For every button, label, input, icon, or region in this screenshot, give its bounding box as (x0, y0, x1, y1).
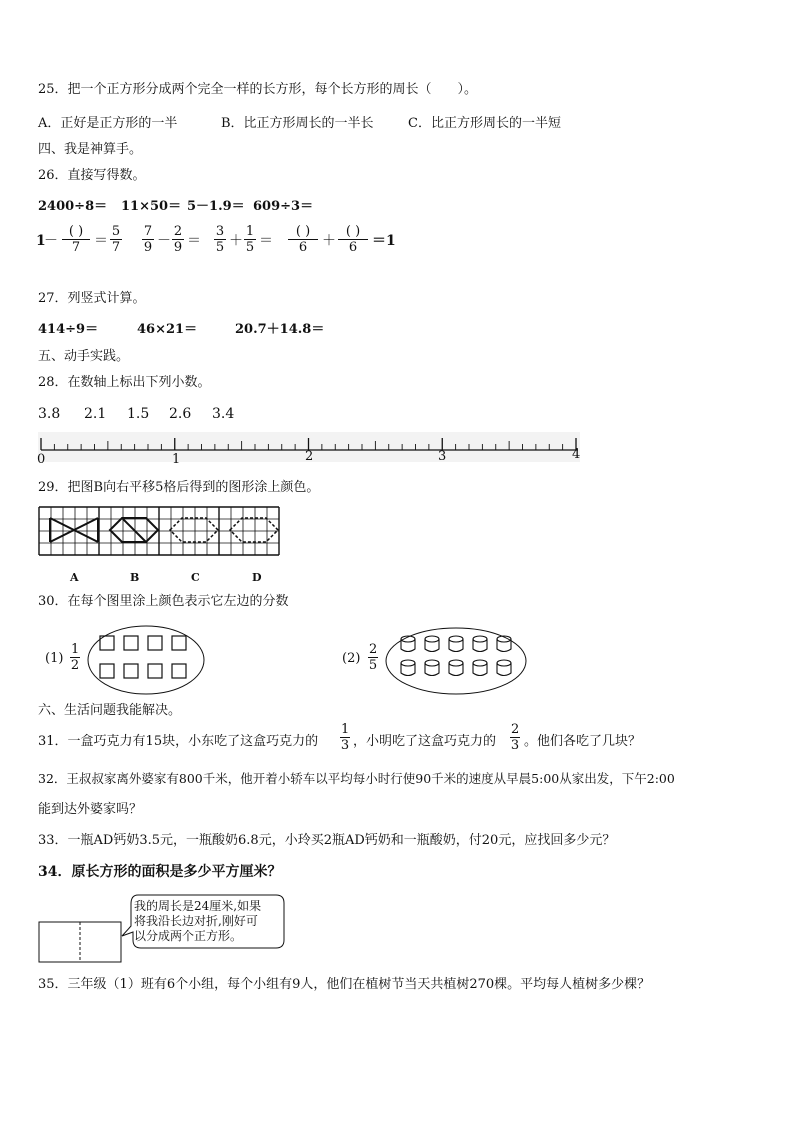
axis-label-4: 4 (572, 447, 581, 462)
q26-plus-1: ＋ (229, 233, 243, 249)
section-5-heading: 五、动手实践。 (38, 349, 130, 364)
cylinder-group (401, 636, 511, 676)
q29-label-b: B (130, 571, 140, 584)
axis-label-3: 3 (438, 449, 447, 464)
q26-frac-2-9 (172, 224, 184, 255)
q25-option-c: C．比正方形周长的一半短 (408, 116, 561, 131)
shape-a-bottom (50, 530, 98, 542)
q30-stem: 30．在每个图里涂上颜色表示它左边的分数 (38, 594, 289, 609)
q27-stem: 27．列竖式计算。 (38, 291, 146, 306)
q31-text-c: 。他们各吃了几块？ (524, 734, 642, 749)
frac-denominator: 3 (510, 738, 520, 753)
frac-denominator: 9 (143, 240, 153, 255)
cylinder-icon (425, 660, 439, 676)
q31-text-b: ，小明吃了这盒巧克力的 (353, 734, 497, 749)
q28-stem: 28．在数轴上标出下列小数。 (38, 375, 211, 390)
q26-minus-2: － (157, 233, 171, 249)
q28-decimal-5: 3.4 (212, 406, 235, 422)
q29-grid-figure (38, 506, 284, 568)
frac-denominator: 6 (298, 240, 308, 255)
axis-label-0: 0 (37, 452, 46, 467)
q31-text-a: 31．一盒巧克力有15块，小东吃了这盒巧克力的 (38, 734, 319, 749)
q28-decimal-1: 3.8 (38, 406, 61, 422)
q26-frac-7-9 (142, 224, 154, 255)
q27-item-3: 20.7＋14.8＝ (235, 322, 325, 337)
frac-numerator: 2 (511, 722, 520, 737)
frac-numerator: 5 (111, 224, 121, 239)
q26-frac-blank-6a (288, 224, 318, 255)
q30-part2-fraction (368, 642, 378, 673)
q30-part1-label: (1) (45, 651, 64, 666)
q25-option-a: A．正好是正方形的一半 (38, 116, 178, 131)
q26-minus-1: － (44, 233, 58, 249)
q26-eq-final: ＝1 (372, 233, 396, 249)
q29-label-a: A (70, 571, 79, 584)
frac-numerator: 7 (143, 224, 153, 239)
frac-numerator: 1 (245, 224, 255, 239)
section-4-heading: 四、我是神算手。 (38, 142, 143, 157)
q26-item-4: 609÷3＝ (253, 199, 314, 214)
q32-line-2: 能到达外婆家吗？ (38, 802, 143, 817)
frac-denominator: 2 (70, 658, 80, 673)
frac-denominator: 7 (71, 240, 81, 255)
q30-part1-figure (86, 624, 208, 696)
q31-fraction-1 (340, 722, 350, 753)
q33-text: 33．一瓶AD钙奶3.5元，一瓶酸奶6.8元，小玲买2瓶AD钙奶和一瓶酸奶，付20元，应找回多少元？ (38, 833, 616, 848)
q29-label-c: C (191, 571, 200, 584)
bubble-line-2: 将我沿长边对折,刚好可 (134, 914, 258, 928)
q26-frac-1-5 (244, 224, 256, 255)
shape-a-top (50, 518, 98, 530)
q26-stem: 26．直接写得数。 (38, 168, 146, 183)
q26-frac-blank-6b (338, 224, 368, 255)
frac-denominator: 5 (215, 240, 225, 255)
q25-stem: 25．把一个正方形分成两个完全一样的长方形，每个长方形的周长（ ）。 (38, 82, 478, 97)
cylinder-icon (497, 636, 511, 652)
q29-stem: 29．把图B向右平移5格后得到的图形涂上颜色。 (38, 480, 320, 495)
shape-b-diag (122, 518, 146, 542)
frac-numerator: ( ) (288, 224, 318, 240)
q26-eq-1: ＝ (94, 233, 108, 249)
cylinder-icon (449, 660, 463, 676)
q27-item-1: 414÷9＝ (38, 322, 99, 337)
q32-line-1: 32．王叔叔家离外婆家有800千米，他开着小轿车以平均每小时行使90千米的速度从早晨5:00从家出发，下午2:00 (38, 771, 675, 786)
frac-denominator: 9 (173, 240, 183, 255)
q26-item-3: 5－1.9＝ (187, 199, 245, 214)
cylinder-icon (473, 660, 487, 676)
frac-denominator: 7 (111, 240, 121, 255)
q30-part2-label: (2) (342, 651, 361, 666)
cylinder-icon (425, 636, 439, 652)
cylinder-icon (401, 636, 415, 652)
q26-item-1: 2400÷8＝ (38, 199, 108, 214)
frac-denominator: 6 (348, 240, 358, 255)
q26-item-2: 11×50＝ (121, 199, 182, 214)
frac-numerator: 2 (369, 642, 378, 657)
q26-frac-3-5 (214, 224, 226, 255)
q26-frac-blank-7 (62, 224, 90, 255)
axis-label-1: 1 (172, 452, 181, 467)
cylinder-icon (449, 636, 463, 652)
section-6-heading: 六、生活问题我能解决。 (38, 703, 182, 718)
q26-eq-2: ＝ (187, 233, 201, 249)
frac-denominator: 5 (245, 240, 255, 255)
q25-option-b: B．比正方形周长的一半长 (221, 116, 374, 131)
q34-stem: 34．原长方形的面积是多少平方厘米？ (38, 864, 282, 880)
cylinder-icon (401, 660, 415, 676)
frac-numerator: 3 (215, 224, 225, 239)
frac-numerator: 1 (71, 642, 80, 657)
frac-numerator: 1 (341, 722, 350, 737)
shape-d (230, 518, 278, 542)
q28-decimal-4: 2.6 (169, 406, 192, 422)
q31-fraction-2 (510, 722, 520, 753)
q27-item-2: 46×21＝ (137, 322, 198, 337)
q26-frac-5-7 (110, 224, 122, 255)
frac-numerator: ( ) (338, 224, 368, 240)
cylinder-icon (497, 660, 511, 676)
q30-part2-figure (384, 626, 530, 696)
q35-text: 35．三年级（1）班有6个小组，每个小组有9人，他们在植树节当天共植树270棵。平均每人植树多少棵？ (38, 977, 651, 992)
shape-c (170, 518, 218, 542)
q26-one: 1 (36, 233, 46, 249)
q26-plus-2: ＋ (322, 233, 336, 249)
axis-label-2: 2 (305, 449, 314, 464)
bubble-line-3: 以分成两个正方形。 (134, 929, 243, 943)
q26-eq-3: ＝ (259, 233, 273, 249)
q30-part1-fraction (70, 642, 80, 673)
q28-decimal-2: 2.1 (84, 406, 107, 422)
frac-denominator: 3 (340, 738, 350, 753)
frac-numerator: 2 (173, 224, 183, 239)
frac-numerator: ( ) (62, 224, 90, 240)
bubble-line-1: 我的周长是24厘米,如果 (134, 899, 262, 913)
q28-decimal-3: 1.5 (127, 406, 150, 422)
cylinder-icon (473, 636, 487, 652)
q29-label-d: D (252, 571, 262, 584)
frac-denominator: 5 (368, 658, 378, 673)
